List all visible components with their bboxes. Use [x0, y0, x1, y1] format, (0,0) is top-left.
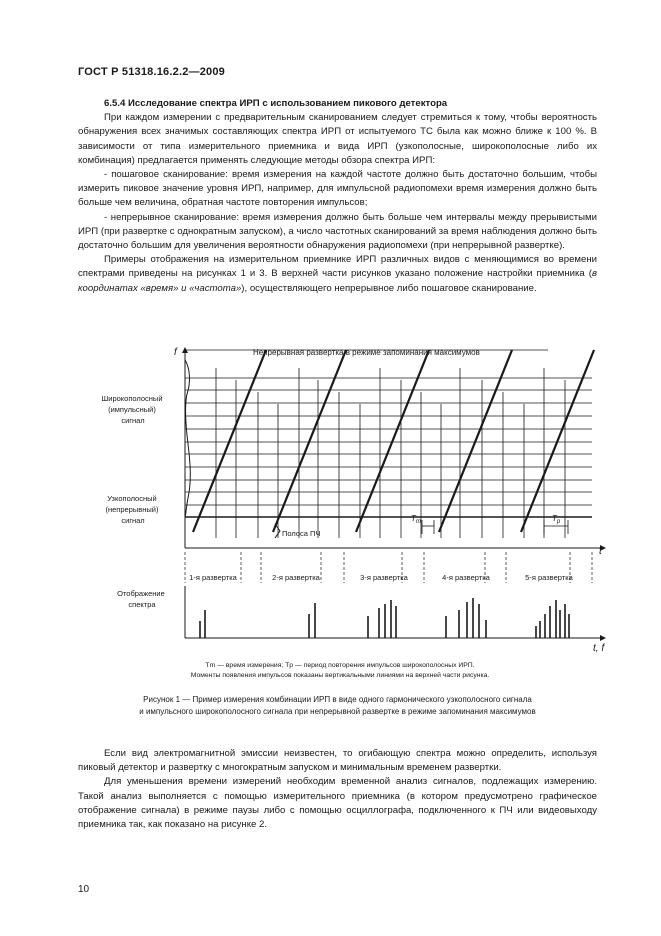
paragraph: Если вид электромагнитной эмиссии неизвестен, то огибающую спектра можно определить, используя пиковый детектор и развертку с многократным запуском и минимальным временем развертки.	[78, 748, 597, 774]
wideband-envelope	[185, 360, 190, 518]
paragraph: Для уменьшения времени измерений необходим временной анализ сигналов, подлежащих измерению. Такой анализ выполняется с помощью измерительного приемника (в котором предусмотрено графическое отображение сигнала) в режиме паузы либо с помощью осциллографа, подключенного к ПЧ или видеовыходу приемника так, как показано на рисунке 2.	[78, 776, 597, 831]
figure-1-diagram	[101, 338, 613, 658]
sweep-label-3: 3-я развертка	[360, 573, 408, 582]
figure-caption	[78, 694, 597, 718]
sweep-label-1: 1-я развертка	[189, 573, 237, 582]
narrowband-signal-label: Узкополосный (непрерывный) сигнал	[105, 494, 159, 525]
main-text-block	[78, 97, 597, 296]
document-header: ГОСТ Р 51318.16.2.2—2009	[78, 66, 225, 78]
after-figure-text	[78, 747, 597, 832]
section-title: Исследование спектра ИРП с использованием пикового детектора	[128, 98, 448, 109]
tp-label: $T_p$	[552, 514, 561, 525]
paragraph-part: Примеры отображения на измерительном приемнике ИРП различных видов с меняющимися во времени спектрами приведены на рисунках 1 и 3. В верхней части рисунков указано положение настройки приемника (	[78, 254, 597, 280]
figure-notes	[100, 661, 580, 681]
section-number: 6.5.4	[104, 98, 126, 109]
paragraph: - непрерывное сканирование: время измерения должно быть больше чем интервалы между прерывистыми ИРП (при развертке с однократным запуском), а число частотных сканирований за время наблюдения должно быть достаточно большим для увеличения вероятности обнаружения радиопомехи (при непрерывной развертке).	[78, 211, 597, 252]
section-heading	[78, 97, 597, 111]
tm-label: $T_m$	[411, 514, 421, 525]
paragraph-italic-part: в координатах «время» и «частота»	[78, 268, 597, 294]
paragraph: - пошаговое сканирование: время измерения на каждой частоте должно быть достаточно большим, чтобы измерить пиковое значение уровня ИРП, например, для импульсной радиопомехи время измерения должно быть больше чем величина, обратная частоте повторения импульсов;	[78, 169, 597, 209]
if-passband-label: Полоса ПЧ	[282, 529, 321, 538]
sweep-label-2: 2-я развертка	[272, 573, 320, 582]
figure-note-line: Моменты появления импульсов показаны вертикальными линиями на верхней части рисунка.	[190, 672, 490, 679]
spectrum-display-label: Отображение спектра	[117, 589, 165, 609]
figure-title: Непрерывная развертка в режиме запоминания максимумов	[253, 348, 480, 357]
tf-axis-label: t, f	[593, 643, 605, 654]
t-axis-label: t	[599, 546, 602, 557]
paragraph-figure-reference	[78, 253, 597, 296]
wideband-signal-label: Широкополосный (импульсный) сигнал	[101, 394, 163, 425]
page-number: 10	[78, 884, 90, 895]
figure-note-line: Tm — время измерения; Tp — период повторения импульсов широкополосных ИРП.	[205, 662, 475, 669]
sweep-label-5: 5-я развертка	[525, 573, 573, 582]
figure-caption-line: и импульсного широкополосного сигнала при непрерывной развертке в режиме запоминания максимумов	[139, 707, 536, 716]
sweep-label-4: 4-я развертка	[442, 573, 490, 582]
paragraph: При каждом измерении с предварительным сканированием следует стремиться к тому, чтобы вероятность обнаружения всех значимых составляющих спектра ИРП от испытуемого ТС была как можно ближе к 100 %. В зависимости от типа измерительного приемника и вида ИРП (узкополосные, широкополосные либо их комбинация) предлагается применять следующие методы обзора спектра ИРП:	[78, 112, 597, 166]
figure-caption-line: Рисунок 1 — Пример измерения комбинации ИРП в виде одного гармонического узкополосного сигнала	[143, 695, 532, 704]
paragraph-part: ), осуществляющего непрерывное либо пошаговое сканирование.	[241, 282, 537, 294]
f-axis-label: f	[174, 347, 177, 358]
